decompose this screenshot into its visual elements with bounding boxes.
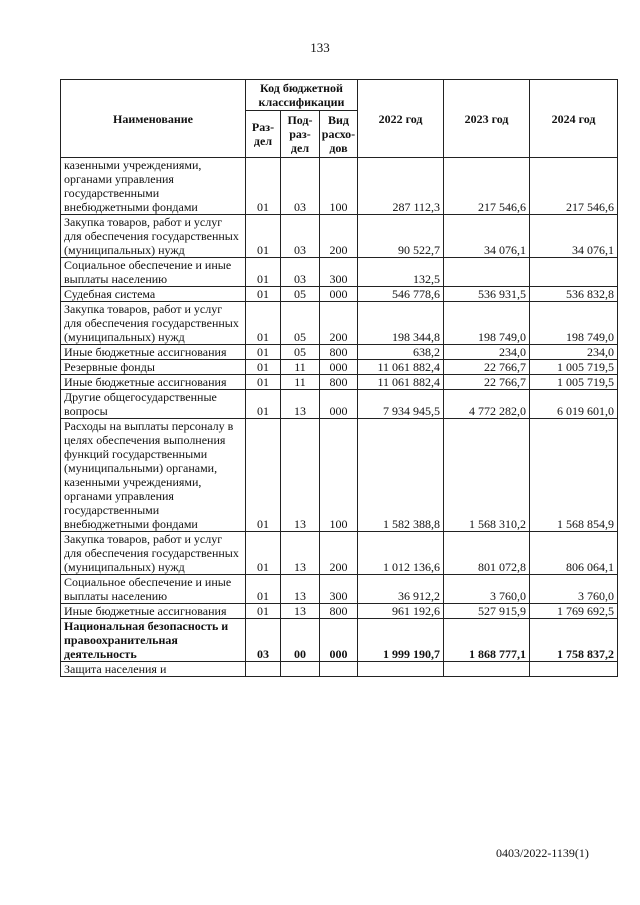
row-razdel: 03 <box>246 619 281 662</box>
row-razdel: 01 <box>246 604 281 619</box>
row-name: Социальное обеспечение и иные выплаты населению <box>61 575 246 604</box>
table-row <box>61 532 618 575</box>
row-2023: 22 766,7 <box>444 360 530 375</box>
row-name: Резервные фонды <box>61 360 246 375</box>
header-2022: 2022 год <box>358 80 444 158</box>
row-razdel: 01 <box>246 215 281 258</box>
row-2024: 536 832,8 <box>530 287 618 302</box>
row-podrazdel: 11 <box>281 360 320 375</box>
row-vid: 000 <box>320 287 358 302</box>
row-2024: 1 568 854,9 <box>530 419 618 532</box>
table-row <box>61 158 618 215</box>
row-2024: 1 758 837,2 <box>530 619 618 662</box>
row-2023: 198 749,0 <box>444 302 530 345</box>
row-name: Другие общегосударственные вопросы <box>61 390 246 419</box>
table-row <box>61 662 618 677</box>
row-name: Иные бюджетные ассигнования <box>61 375 246 390</box>
row-razdel: 01 <box>246 158 281 215</box>
row-razdel: 01 <box>246 419 281 532</box>
row-razdel: 01 <box>246 375 281 390</box>
row-razdel <box>246 662 281 677</box>
row-vid: 800 <box>320 345 358 360</box>
header-2024: 2024 год <box>530 80 618 158</box>
row-2022: 11 061 882,4 <box>358 360 444 375</box>
table-row <box>61 287 618 302</box>
row-2023: 536 931,5 <box>444 287 530 302</box>
row-podrazdel <box>281 662 320 677</box>
row-2022: 961 192,6 <box>358 604 444 619</box>
row-razdel: 01 <box>246 532 281 575</box>
row-2024: 1 005 719,5 <box>530 375 618 390</box>
row-name: Национальная безопасность и правоохранительная деятельность <box>61 619 246 662</box>
row-2022: 1 582 388,8 <box>358 419 444 532</box>
header-2023: 2023 год <box>444 80 530 158</box>
row-2023: 3 760,0 <box>444 575 530 604</box>
row-name: Закупка товаров, работ и услуг для обеспечения государственных (муниципальных) нужд <box>61 302 246 345</box>
row-2023 <box>444 258 530 287</box>
row-podrazdel: 05 <box>281 345 320 360</box>
row-vid: 800 <box>320 375 358 390</box>
row-2024: 806 064,1 <box>530 532 618 575</box>
row-vid: 200 <box>320 302 358 345</box>
table-row <box>61 375 618 390</box>
table-body <box>61 158 618 677</box>
row-podrazdel: 03 <box>281 215 320 258</box>
table-row <box>61 345 618 360</box>
row-2022: 638,2 <box>358 345 444 360</box>
table-row <box>61 302 618 345</box>
row-podrazdel: 05 <box>281 302 320 345</box>
row-2024 <box>530 258 618 287</box>
row-2022: 36 912,2 <box>358 575 444 604</box>
row-name: Иные бюджетные ассигнования <box>61 345 246 360</box>
row-razdel: 01 <box>246 360 281 375</box>
row-2023: 527 915,9 <box>444 604 530 619</box>
row-2022: 198 344,8 <box>358 302 444 345</box>
row-podrazdel: 13 <box>281 604 320 619</box>
row-razdel: 01 <box>246 575 281 604</box>
row-name: казенными учреждениями, органами управления государственными внебюджетными фондами <box>61 158 246 215</box>
row-podrazdel: 13 <box>281 532 320 575</box>
row-2024: 6 019 601,0 <box>530 390 618 419</box>
row-podrazdel: 05 <box>281 287 320 302</box>
table-row <box>61 419 618 532</box>
row-razdel: 01 <box>246 390 281 419</box>
header-vid: Вид расхо- дов <box>320 111 358 158</box>
row-2022: 287 112,3 <box>358 158 444 215</box>
row-podrazdel: 13 <box>281 390 320 419</box>
row-vid: 000 <box>320 390 358 419</box>
row-podrazdel: 03 <box>281 258 320 287</box>
header-code-group: Код бюджетной классификации <box>246 80 358 111</box>
row-razdel: 01 <box>246 345 281 360</box>
row-2024: 234,0 <box>530 345 618 360</box>
row-name: Иные бюджетные ассигнования <box>61 604 246 619</box>
row-podrazdel: 13 <box>281 419 320 532</box>
row-2022: 11 061 882,4 <box>358 375 444 390</box>
row-razdel: 01 <box>246 302 281 345</box>
row-vid: 800 <box>320 604 358 619</box>
row-vid: 200 <box>320 532 358 575</box>
row-2024: 3 760,0 <box>530 575 618 604</box>
header-razdel: Раз- дел <box>246 111 281 158</box>
row-name: Социальное обеспечение и иные выплаты населению <box>61 258 246 287</box>
document-code: 0403/2022-1139(1) <box>496 846 589 860</box>
row-podrazdel: 13 <box>281 575 320 604</box>
table-row <box>61 215 618 258</box>
table-row <box>61 390 618 419</box>
row-name: Судебная система <box>61 287 246 302</box>
table-row <box>61 360 618 375</box>
row-name: Закупка товаров, работ и услуг для обеспечения государственных (муниципальных) нужд <box>61 532 246 575</box>
row-2024: 198 749,0 <box>530 302 618 345</box>
row-vid: 200 <box>320 215 358 258</box>
row-podrazdel: 11 <box>281 375 320 390</box>
row-2022: 132,5 <box>358 258 444 287</box>
row-vid: 300 <box>320 575 358 604</box>
row-2023 <box>444 662 530 677</box>
row-2022: 7 934 945,5 <box>358 390 444 419</box>
row-vid: 300 <box>320 258 358 287</box>
row-name: Защита населения и <box>61 662 246 677</box>
table-row-section <box>61 619 618 662</box>
row-2022: 546 778,6 <box>358 287 444 302</box>
row-razdel: 01 <box>246 258 281 287</box>
row-vid <box>320 662 358 677</box>
row-2023: 234,0 <box>444 345 530 360</box>
row-2023: 217 546,6 <box>444 158 530 215</box>
table-row <box>61 604 618 619</box>
page-number: 133 <box>310 40 330 55</box>
row-2024 <box>530 662 618 677</box>
row-vid: 100 <box>320 419 358 532</box>
row-2023: 4 772 282,0 <box>444 390 530 419</box>
row-vid: 100 <box>320 158 358 215</box>
row-2023: 1 568 310,2 <box>444 419 530 532</box>
row-2024: 34 076,1 <box>530 215 618 258</box>
row-podrazdel: 03 <box>281 158 320 215</box>
row-2022: 90 522,7 <box>358 215 444 258</box>
row-2024: 1 769 692,5 <box>530 604 618 619</box>
row-2023: 34 076,1 <box>444 215 530 258</box>
header-podrazdel: Под- раз- дел <box>281 111 320 158</box>
row-name: Закупка товаров, работ и услуг для обеспечения государственных (муниципальных) нужд <box>61 215 246 258</box>
row-2024: 217 546,6 <box>530 158 618 215</box>
row-vid: 000 <box>320 360 358 375</box>
row-2023: 801 072,8 <box>444 532 530 575</box>
row-name: Расходы на выплаты персоналу в целях обеспечения выполнения функций государственными (муниципальными) органами, казенными учреждениями, органами управления государственными внебюджетными фондами <box>61 419 246 532</box>
row-vid: 000 <box>320 619 358 662</box>
table-row <box>61 258 618 287</box>
row-razdel: 01 <box>246 287 281 302</box>
budget-table <box>60 79 618 677</box>
row-2022: 1 999 190,7 <box>358 619 444 662</box>
header-name: Наименование <box>61 80 246 158</box>
row-2023: 1 868 777,1 <box>444 619 530 662</box>
row-2022 <box>358 662 444 677</box>
row-2022: 1 012 136,6 <box>358 532 444 575</box>
row-2024: 1 005 719,5 <box>530 360 618 375</box>
row-podrazdel: 00 <box>281 619 320 662</box>
table-row <box>61 575 618 604</box>
row-2023: 22 766,7 <box>444 375 530 390</box>
